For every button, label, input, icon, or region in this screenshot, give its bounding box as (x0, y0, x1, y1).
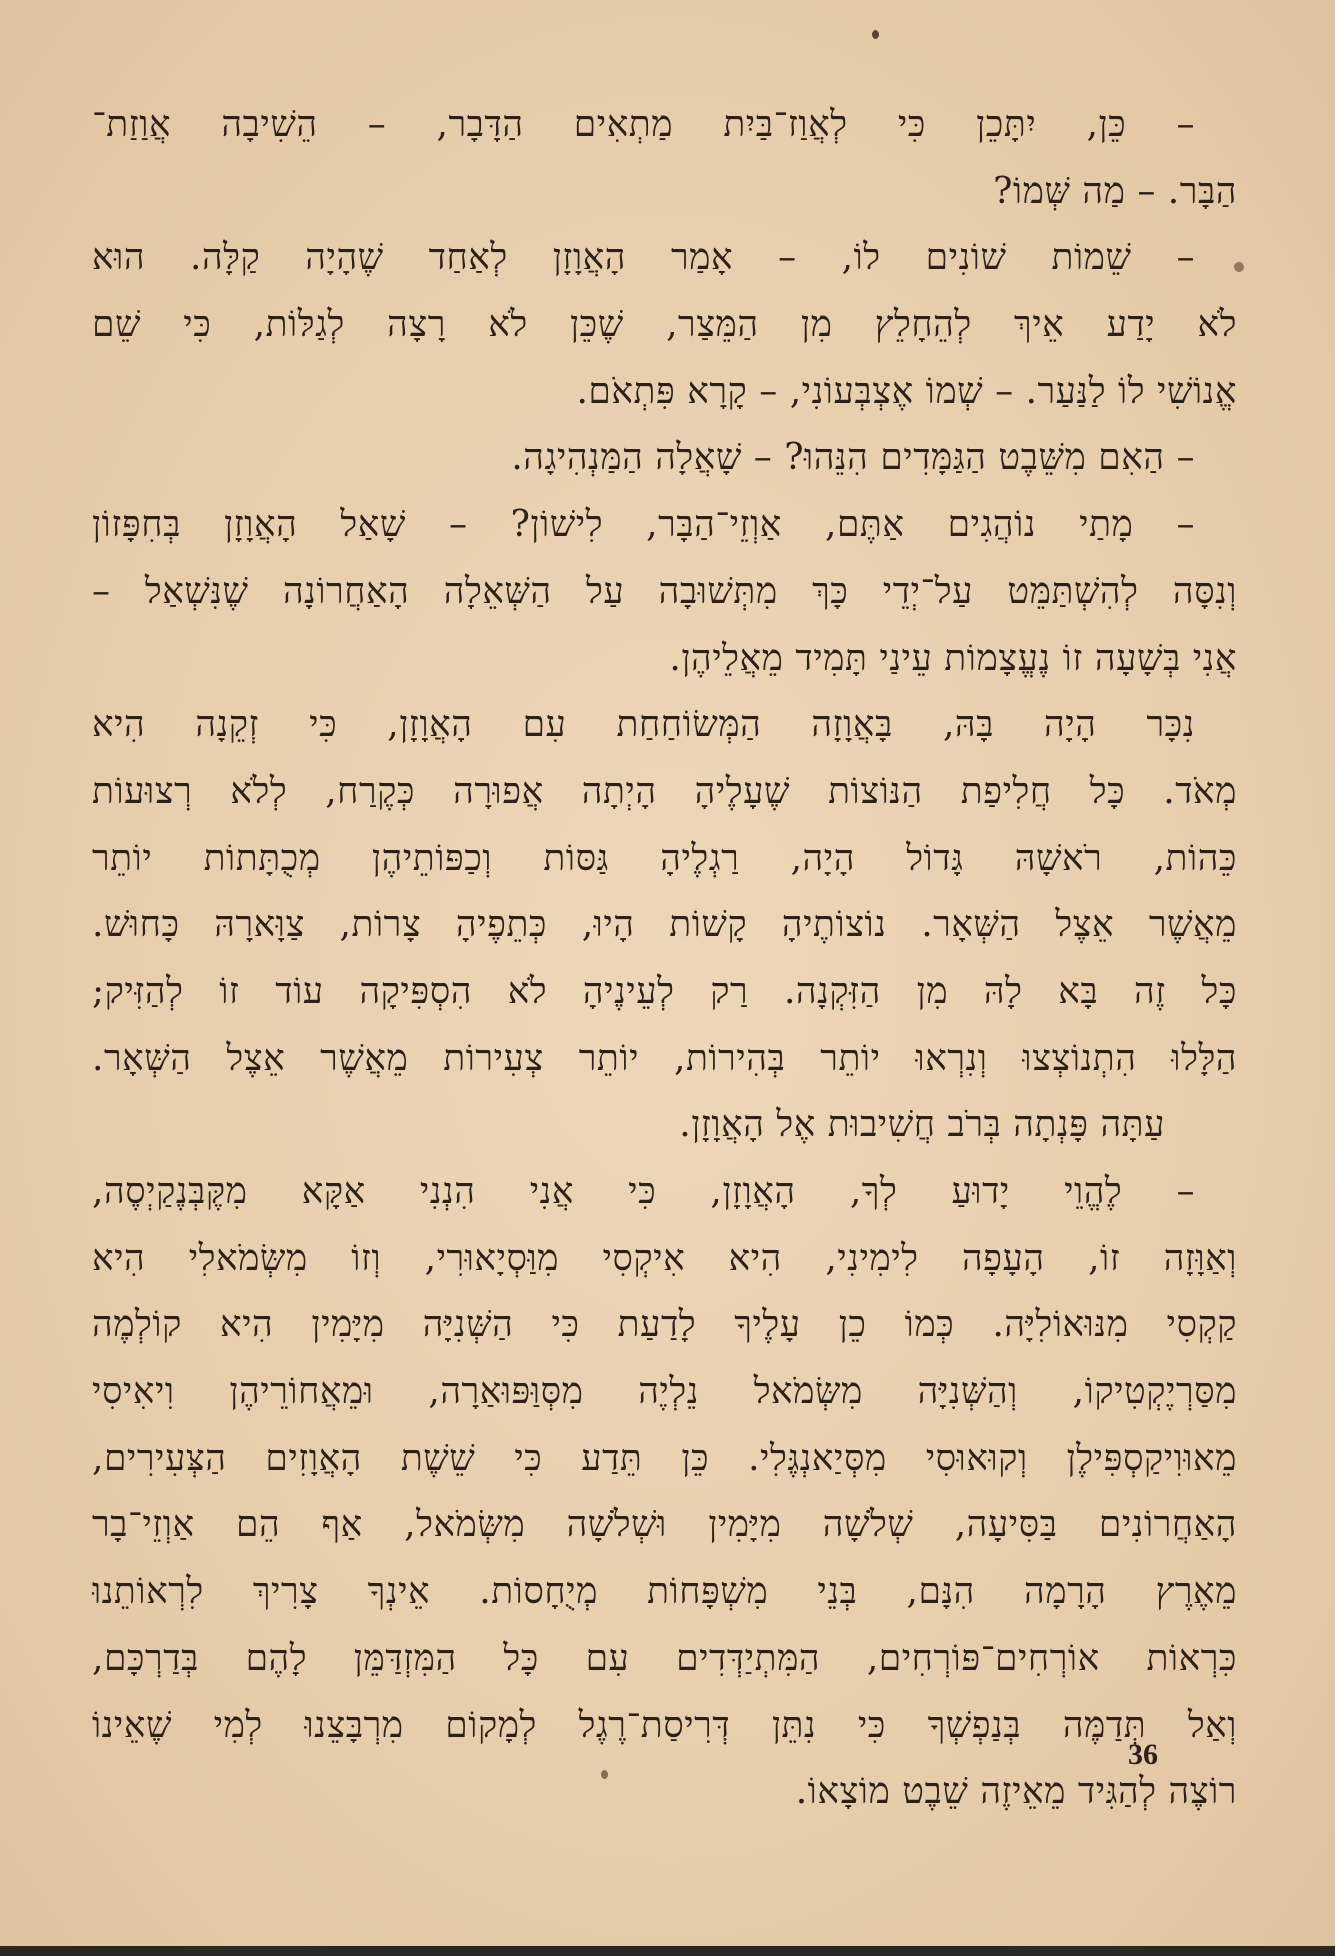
text-line: הָאַחֲרוֹנִים בַּסִּיעָה, שְׁלֹשָׁה מִיָּמִין וּשְׁלֹשָׁה מִשְּׂמֹאל, אַף הֵם אַוְזֵי־בָר (92, 1504, 1237, 1546)
text-line: מֵאוּוִיקַסְפִּילֶן וְקוּאוּסִי מִסְּיַאנְגֶּלִי. כֵּן תֵּדַע כִּי שֵׁשֶׁת הָאֲוָזִים הַצְּעִירִים, (92, 1437, 1237, 1479)
ink-speck (872, 30, 879, 39)
text-line: כָּל זֶה בָּא לָהּ מִן הַזִּקְנָה. רַק לְעֵינֶיהָ לֹא הִסְפִּיקָה עוֹד זוֹ לְהַזִּיק; (92, 970, 1237, 1012)
text-line: – כֵּן, יִתָּכֵן כִּי לְאֲוַז־בַּיִת מַתְאִים הַדָּבָר, – הֵשִׁיבָה אֲוַזַת־ (92, 104, 1196, 145)
scan-edge (0, 1946, 1335, 1956)
text-line: מֵאֶרֶץ הָרָמָה הִנָּם, בְּנֵי מִשְׁפָּחוֹת מְיֻחָסוֹת. אֵינְךָ צָרִיךְ לִרְאוֹתֵנוּ (92, 1571, 1237, 1613)
text-line: מֵאֲשֶׁר אֵצֶל הַשְּׁאָר. נוֹצוֹתֶיהָ קָשׁוֹת הָיוּ, כְּתֵפֶיהָ צָרוֹת, צַוָּארָהּ כָּחוּשׁ. (92, 904, 1237, 946)
text-line: – לֶהֱוֵי יָדוּעַ לְךָ, הָאֲוָזָן, כִּי אֲנִי הִנְנִי אַקָּא מִקֶּבְּנֶקַיְסֶה, (92, 1171, 1196, 1212)
text-line: – מָתַי נוֹהֲגִים אַתֶּם, אַוְזֵי־הַבָּר, לִישׁוֹן? – שָׁאַל הָאֲוָזָן בְּחִפָּזוֹן (92, 504, 1195, 546)
text-line: קַקְסִי מִנּוּאוֹלִיָּה. כְּמוֹ כֵן עָלֶיךָ לָדַעַת כִּי הַשְּׁנִיָּה מִיָּמִין הִיא קוֹלְמֶה (92, 1304, 1237, 1346)
text-line: לֹא יָדַע אֵיךְ לְהֵחָלֵץ מִן הַמֵּצַר, שֶׁכֵּן לֹא רָצָה לְגַלּוֹת, כִּי שֵׁם (92, 304, 1237, 346)
text-line: מְאֹד. כָּל חֲלִיפַת הַנּוֹצוֹת שֶׁעָלֶיהָ הָיְתָה אֲפוּרָה כְּקֶרַח, לְלֹא רְצוּעוֹת (92, 770, 1237, 812)
text-line: וְאַוָּזָה זוֹ, הָעָפָה לִימִינִי, הִיא אִיקְסִי מִוַּסְיָאוּרִי, וְזוֹ מִשְּׂמֹאלִי הִיא (92, 1237, 1237, 1279)
text-line: הַבָּר. – מַה שְּׁמוֹ? (993, 170, 1237, 212)
text-line: – שֵׁמוֹת שׁוֹנִים לוֹ, – אָמַר הָאֲוָזָן לְאַחַד שֶׁהָיָה קַלָּה. הוּא (92, 237, 1195, 279)
text-line: הַלָּלוּ הִתְנוֹצְצוּ וְנִרְאוּ יוֹתֵר בְּהִירוֹת, יוֹתֵר צְעִירוֹת מֵאֲשֶׁר אֵצֶל הַשְּׁאָר. (92, 1037, 1237, 1079)
text-line: וְנִסָּה לְהִשְׁתַּמֵּט עַל־יְדֵי כָּךְ מִתְּשׁוּבָה עַל הַשְּׁאֵלָה הָאַחֲרוֹנָה שֶׁנִּשְׁאַל – (92, 570, 1237, 612)
text-line: אֱנוֹשִׁי לוֹ לַנַּעַר. – שְׁמוֹ אֶצְבְּעוֹנִי, – קָרָא פִּתְאֹם. (576, 370, 1237, 412)
text-line: נִכָּר הָיָה בָּהּ, בָּאֲוָזָה הַמְּשׂוֹחַחַת עִם הָאֲוָזָן, כִּי זְקֵנָה הִיא (92, 704, 1195, 746)
text-line: אֲנִי בְּשָׁעָה זוֹ נֶעֱצָמוֹת עֵינַי תָּמִיד מֵאֲלֵיהֶן. (669, 637, 1237, 679)
text-line: כֵּהוֹת, רֹאשָׁהּ גָּדוֹל הָיָה, רַגְלֶיהָ גַּסּוֹת וְכַפּוֹתֵיהֶן מְכֻתָּתוֹת יוֹתֵר (92, 837, 1237, 879)
text-line: רוֹצֶה לְהַגִּיד מֵאֵיזֶה שֵׁבֶט מוֹצָאוֹ. (795, 1771, 1237, 1813)
text-line: עַתָּה פָּנְתָה בְּרֹב חֲשִׁיבוּת אֶל הָאֲוָזָן. (679, 1104, 1165, 1146)
text-line: – הַאִם מִשֵּׁבֶט הַגַּמָּדִים הִנֵּהוּ? – שָׁאֲלָה הַמַּנְהִיגָה. (511, 437, 1195, 479)
body-text (92, 92, 1237, 1826)
text-line: כִּרְאוֹת אוֹרְחִים־פּוֹרְחִים, הַמִּתְיַדְּדִים עִם כָּל הַמִּזְדַּמֵּן לָהֶם בְּדַרְכָּם, (92, 1637, 1237, 1679)
page-number: 36 (1128, 1738, 1158, 1771)
text-line: מִסַּרְיֶקְטִיקוֹ, וְהַשְּׁנִיָּה מִשְּׂמֹאל נֵלְיֶה מִסְּוַּפּוּאַרָה, וּמֵאֲחוֹרֵיהֶן וִיאִיסִי (92, 1371, 1237, 1413)
text-line: וְאַל תְּדַמֶּה בְּנַפְשְׁךָ כִּי נִתֵּן דְּרִיסַת־רֶגֶל לְמָקוֹם מִרְבָּצֵנוּ לְמִי שֶׁאֵינוֹ (92, 1704, 1237, 1746)
